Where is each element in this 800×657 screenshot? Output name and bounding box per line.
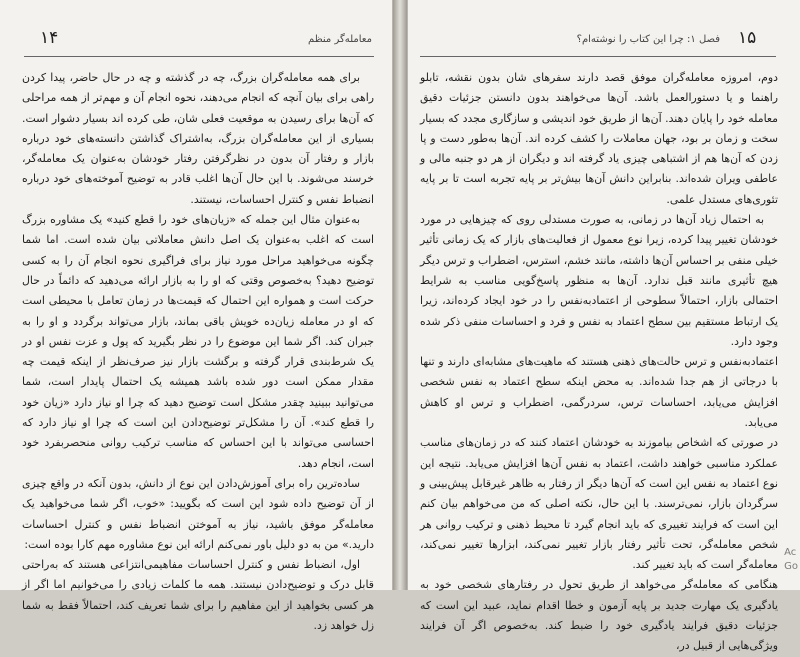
header-divider bbox=[420, 56, 776, 57]
left-page bbox=[0, 0, 393, 633]
header-divider bbox=[24, 56, 374, 57]
paragraph: ساده‌ترین راه برای آموزش‌دادن این نوع از دانش، بدون آنکه در واقع چیزی از آن توضیح داده شود این است که بگویید: «خوب، اگر شما می‌خواهید یک معامله‌گر موفق باشید، نیاز به آموختن انضباط نفس و کنترل احساسات دارید.» من به دو دلیل باور نمی‌کنم ارائه این نوع مشاوره مهم کارا بوده است: bbox=[22, 476, 374, 551]
watermark-line: Ac bbox=[784, 547, 797, 558]
activation-watermark bbox=[784, 546, 798, 574]
running-header: معامله‌گر منظم bbox=[308, 34, 372, 45]
watermark-line: Go bbox=[784, 561, 798, 572]
body-text bbox=[420, 68, 778, 657]
book-spine bbox=[393, 0, 407, 590]
paragraph: در صورتی که اشخاص بیاموزند به خودشان اعتماد کنند که در زمان‌های مناسب عملکرد مناسبی خواهند داشت، اعتماد به نفس آن‌ها افزایش می‌یابد. نتیجه این نوع اعتماد به نفس این است که آن‌ها دیگر از رفتار به ظاهر غیرقابل پیش‌بینی و سرگردان بازار، نمی‌ترسند. با این حال، نکته اصلی که من می‌خواهم بیان کنم این است که فرایند تغییری که باید انجام گیرد تا محیط ذهنی و ترکیب روانی هر شخص معامله‌گر، تحت تأثیر رفتار بازار تغییر نمی‌کند، ابزارها تغییر نمی‌کند، معامله‌گر است که باید تغییر کند. bbox=[420, 436, 778, 572]
body-text bbox=[22, 68, 374, 636]
paragraph: اول، انضباط نفس و کنترل احساسات مفاهیمی‌انتزاعی هستند که به‌راحتی قابل درک و توضیح‌دادن نیستند. همه ما کلمات زیادی را می‌خوانیم اما اگر از هر کسی بخواهید از این مفاهیم را برای شما تعریف کند، احتمالاً فقط به شما زل خواهد زد. bbox=[22, 558, 374, 633]
paragraph: دوم، امروزه معامله‌گران موفق قصد دارند سفرهای شان بدون نقشه، تابلو راهنما و یا دستورالعمل باشد. آن‌ها می‌خواهند بدون دانستن جزئیات دقیق معامله خود را پایان دهند. آن‌ها از طریق خود اندیشی و سازگاری مجدد که بسیار سخت و زمان بر بود، جهان معاملات را کشف کرده اند. آن‌ها به‌طور دست و پا زدن که آن‌ها هم از اشتباهی چیزی یاد گرفته اند و دیگران از هر دو جنبه مالی و عاطفی ویران شده‌اند. بنابراین دانش آن‌ها بیش‌تر بر پایه تجربه است تا بر پایه تئوری‌های مستدل علمی. bbox=[420, 71, 778, 206]
page-number: ۱۵ bbox=[738, 28, 757, 48]
paragraph: اعتماد‌به‌نفس و ترس حالت‌های ذهنی هستند که ماهیت‌های مشابه‌ای دارند و تنها با درجاتی از هم جدا شده‌اند. به محض اینکه سطح اعتماد به نفس شخصی افزایش می‌یابد، احساسات ترس، سردرگمی، اضطراب و ترس او کاهش می‌یابد. bbox=[420, 355, 778, 430]
running-header: فصل ۱: چرا این کتاب را نوشته‌ام؟ bbox=[576, 34, 720, 45]
paragraph: به‌عنوان مثال این جمله که «زیان‌های خود را قطع کنید» یک مشاوره بزرگ است که اغلب به‌عنوان یک اصل دانش معاملاتی بیان شده است. اما شما چگونه می‌خواهید مراحل مورد نیاز برای فراگیری نحوه انجام آن را به کسی توضیح دهید؟ به‌خصوص وقتی که او را به بازار ارائه می‌دهید که دائماً در حال حرکت است و همواره این احتمال که قیمت‌ها در زمان تعامل با محیطی است که او در معامله زیان‌ده خویش باقی بماند، بازار می‌تواند برگردد و او را به جبران کند. اگر شما این موضوع را در نظر بگیرید که پول و عزت نفس او در یک شرط‌بندی قرار گرفته و برگشت بازار نیز صرف‌نظر از اینکه قیمت چه مقدار ممکن است دور شده باشد همیشه یک احتمال پایدار است، شما می‌توانید ببینید چقدر مشکل است توضیح دهید که چرا او نیاز دارد «زیان خود را قطع کند». آن را مشکل‌تر توضیح‌دادن این است که چرا او نیاز دارد که احساسی می‌تواند با این احساس که مناسب ترکیب روانی منحصربفرد خود است، انجام دهد. bbox=[22, 213, 374, 470]
paragraph: برای همه معامله‌گران بزرگ، چه در گذشته و چه در حال حاضر، پیدا کردن راهی برای بیان آنچه که انجام می‌دهند، نحوه انجام آن و مهم‌تر از همه مراحلی که آن‌ها برای رسیدن به موقعیت فعلی شان، طی کرده اند بسیار دشوار است. بسیاری از این معامله‌گران بزرگ، به‌اشتراک گذاشتن دانسته‌های خود درباره بازار و رفتار آن بدون در نظرگرفتن رفتار خودشان به‌عنوان یک معامله‌گر، خرسند می‌شوند. با این حال آن‌ها اغلب قادر به توضیح آموخته‌های خود درباره انضباط نفس و کنترل احساسات، نیستند. bbox=[22, 71, 374, 206]
paragraph: به احتمال زیاد آن‌ها در زمانی، به صورت مستدلی روی که چیزهایی در مورد خودشان تغییر پیدا کرده، زیرا نوع معمول از فعالیت‌های بازار که یک زمانی تأثیر خیلی منفی بر احساس آن‌ها داشته، مانند خشم، استرس، اضطراب و ترس دیگر هیچ تأثیری مانند قبل ندارد. آن‌ها به منظور پاسخ‌گویی مناسب به شرایط احتمالی بازار، احتمالاً سطوحی از اعتماد‌به‌نفس را در خود ایجاد کرده‌اند، زیرا یک ارتباط مستقیم بین سطح اعتماد به نفس و فرد و احساسات منفی ذکر شده وجود دارد. bbox=[420, 213, 778, 348]
paragraph: هنگامی که معامله‌گر می‌خواهد از طریق تحول در رفتارهای شخصی خود به یادگیری یک مهارت جدید بر پایه آزمون و خطا اقدام نماید، عبید این است که جزئیات دقیق فرایند یادگیری خود را ضبط کند. به‌خصوص اگر آن فرایند ویژگی‌هایی از قبیل در، bbox=[420, 578, 778, 653]
page-number: ۱۴ bbox=[40, 28, 59, 48]
right-page bbox=[407, 0, 800, 653]
